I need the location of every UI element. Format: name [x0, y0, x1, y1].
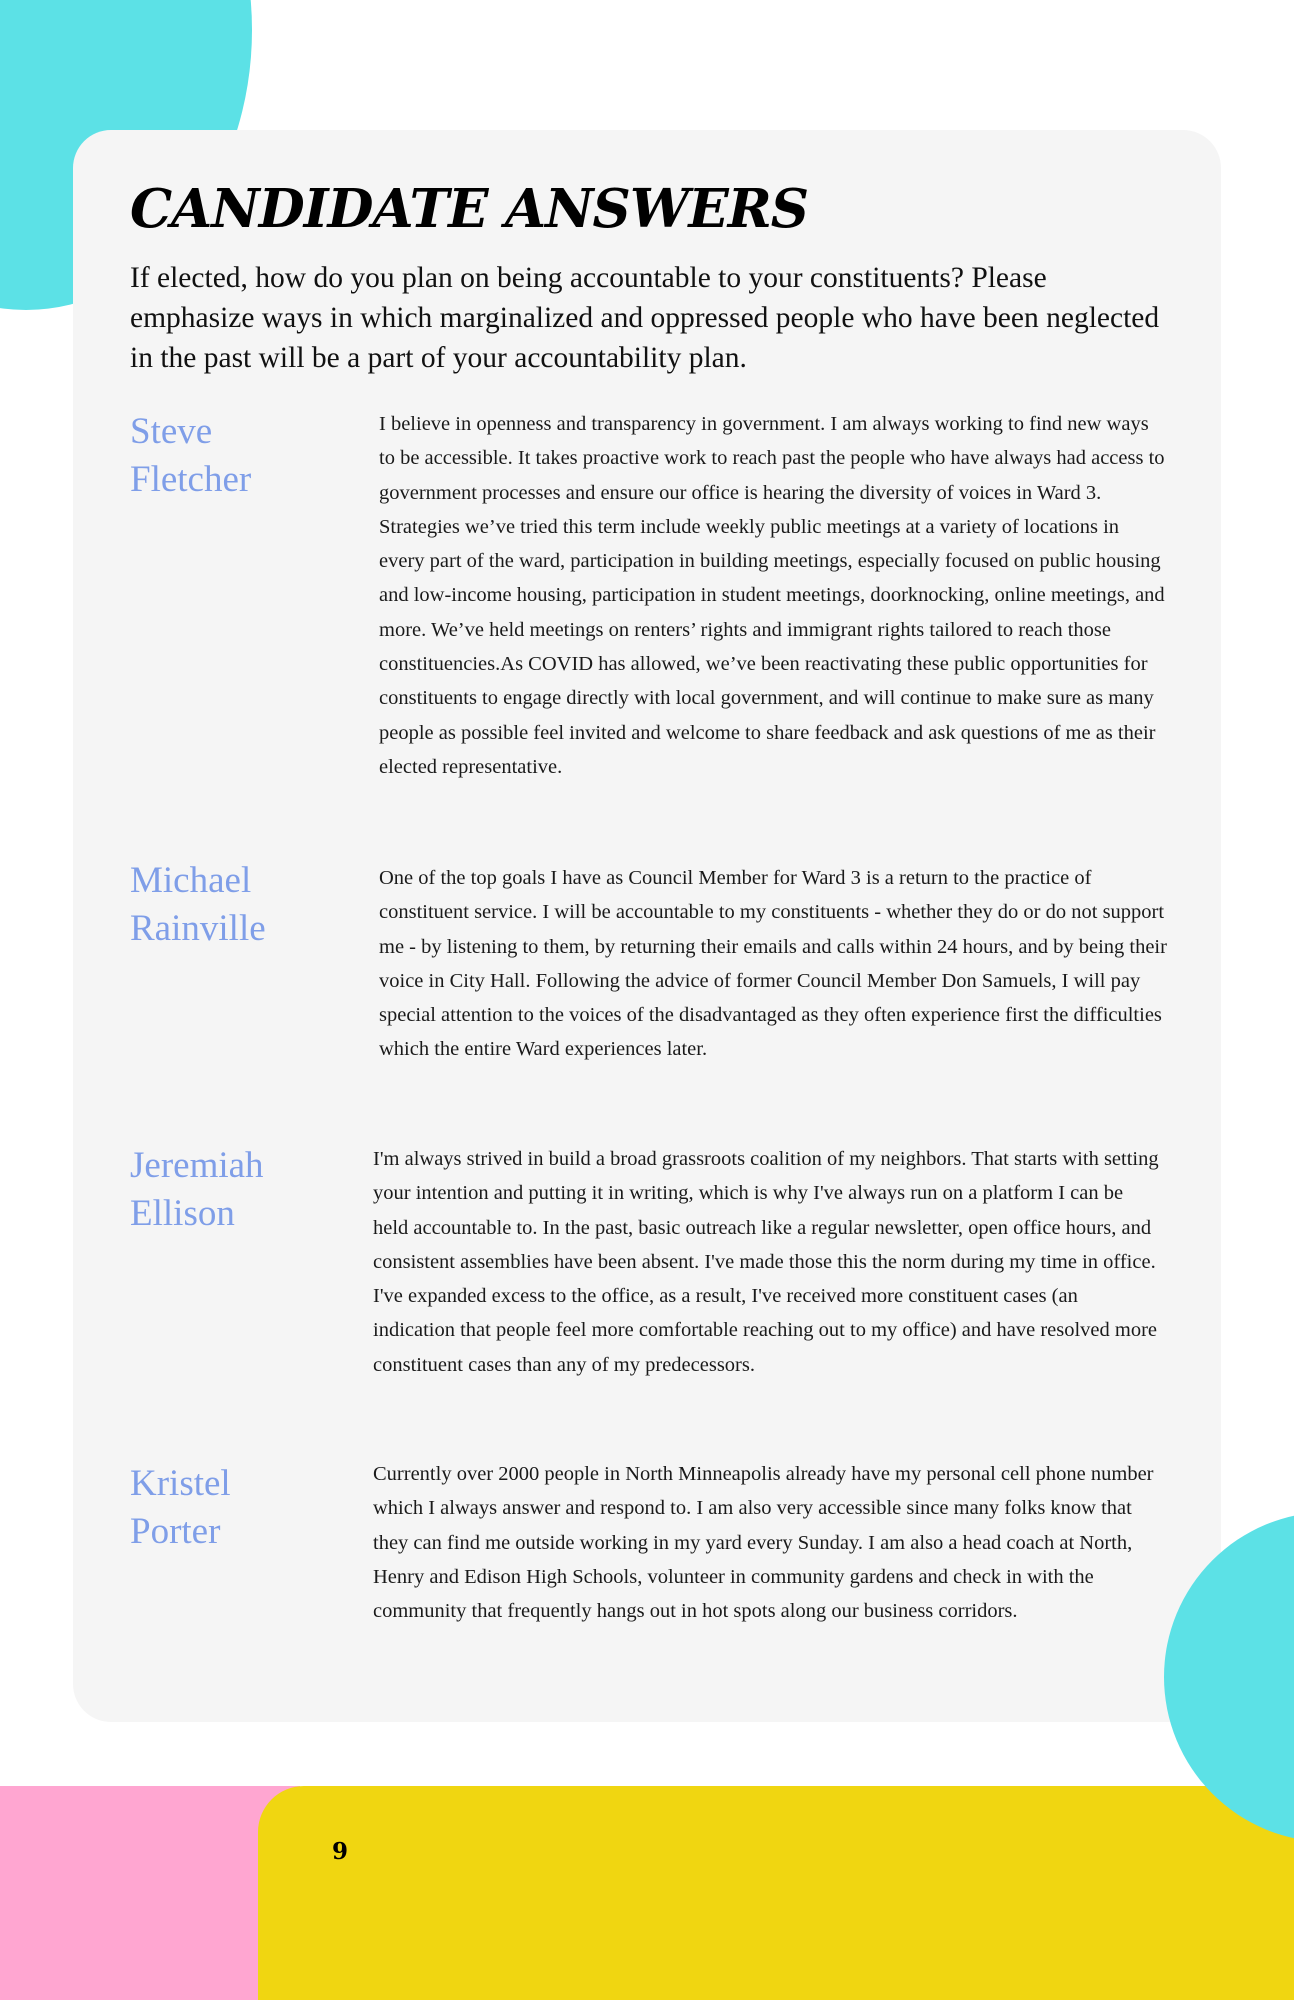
candidate-last-name: Ellison [130, 1193, 235, 1234]
candidate-last-name: Porter [130, 1511, 221, 1552]
candidate-answer-rainville: One of the top goals I have as Council Member for Ward 3 is a return to the practice of constituent service. I will be accountable to my constituents - whether they do or do not support me - by listening to them, by returning their emails and calls within 24 hours, and by being their voice in City Hall. Following the advice of former Council Member Don Samuels, I will pay special attention to the voices of the disadvantaged as they often experience first the difficulties which the entire Ward experiences later. [379, 867, 1167, 1061]
question-text: If elected, how do you plan on being accountable to your constituents? Please emphasize ways in which marginalized and oppressed people who have been neglected in the past will be a part of your accountability plan. [130, 262, 1160, 374]
candidate-first-name: Michael [130, 860, 252, 901]
candidate-name-ellison [130, 1142, 370, 1238]
candidate-name-porter [130, 1460, 370, 1556]
candidate-first-name: Kristel [130, 1463, 231, 1504]
page-number: 9 [332, 1838, 349, 1865]
candidate-name-fletcher [130, 408, 370, 504]
decorative-yellow-block [258, 1786, 1294, 2000]
candidate-answer-ellison: I'm always strived in build a broad grassroots coalition of my neighbors. That starts with setting your intention and putting it in writing, which is why I've always run on a platform I can be held accountable to. In the past, basic outreach like a regular newsletter, open office hours, and consistent assemblies have been absent. I've made those this the norm during my time in office. I've expanded excess to the office, as a result, I've received more constituent cases (an indication that people feel more comfortable reaching out to my office) and have resolved more constituent cases than any of my predecessors. [373, 1148, 1159, 1376]
page-title: CANDIDATE ANSWERS [130, 178, 809, 240]
candidate-first-name: Steve [130, 411, 213, 452]
candidate-answer-fletcher: I believe in openness and transparency in government. I am always working to find new ways to be accessible. It takes proactive work to reach past the people who have always had access to government processes and ensure our office is hearing the diversity of voices in Ward 3. Strategies we’ve tried this term include weekly public meetings at a variety of locations in every part of the ward, participation in building meetings, especially focused on public housing and low-income housing, participation in student meetings, doorknocking, online meetings, and more. We’ve held meetings on renters’ rights and immigrant rights tailored to reach those constituencies.As COVID has allowed, we’ve been reactivating these public opportunities for constituents to engage directly with local government, and will continue to make sure as many people as possible feel invited and welcome to share feedback and ask questions of me as their elected representative. [379, 413, 1165, 778]
candidate-last-name: Fletcher [130, 459, 252, 500]
candidate-answer-porter: Currently over 2000 people in North Minneapolis already have my personal cell phone number which I always answer and respond to. I am also very accessible since many folks know that they can find me outside working in my yard every Sunday. I am also a head coach at North, Henry and Edison High Schools, volunteer in community gardens and check in with the community that frequently hangs out in hot spots along our business corridors. [373, 1463, 1154, 1623]
candidate-last-name: Rainville [130, 908, 266, 949]
candidate-name-rainville [130, 857, 370, 953]
decorative-pink-block [0, 1786, 300, 2000]
candidate-first-name: Jeremiah [130, 1145, 264, 1186]
